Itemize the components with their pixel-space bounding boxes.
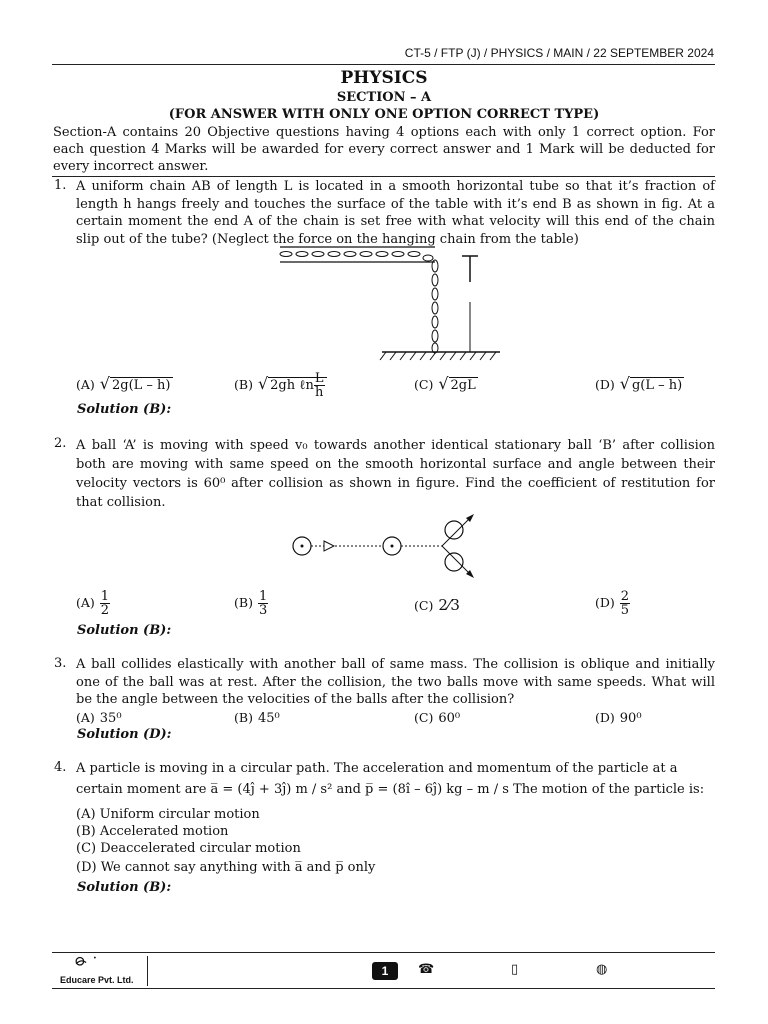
q4-option-a: (A) Uniform circular motion xyxy=(76,807,260,822)
q1-option-b: (B) √ 2gh ℓn $\frac{L}{h}$ xyxy=(234,372,327,399)
q2-solution: Solution (B): xyxy=(77,623,172,638)
question-4-number: 4. xyxy=(54,760,67,775)
question-2-text: A ball ‘A’ is moving with speed v₀ towards another identical stationary ball ‘B’ after collision both are moving with same speed on the smooth horizontal surface and angle between their velocity vectors is 60⁰ after collision as shown in figure. Find the coefficient of restitution for that collision. xyxy=(76,438,715,510)
question-rule xyxy=(52,176,715,177)
educare-logo-icon xyxy=(58,955,148,975)
logo-divider xyxy=(147,956,148,986)
page-title: PHYSICS xyxy=(340,68,428,88)
collision-diagram xyxy=(288,510,488,582)
q4-option-c: (C) Deaccelerated circular motion xyxy=(76,841,301,856)
section-intro: Section-A contains 20 Objective questions having 4 options each with only 1 correct option. For each question 4 Marks will be awarded for every correct answer and 1 Mark will be deducted for every incorrect answer. xyxy=(53,125,715,174)
q4-option-b: (B) Accelerated motion xyxy=(76,824,229,839)
q1-option-a: (A) √ 2g(L – h) xyxy=(76,374,171,393)
question-1-text: A uniform chain AB of length L is located in a smooth horizontal tube so that it’s fraction of length h hangs freely and touches the surface of the table with it’s end B as shown in fig. At a certain moment the end A of the chain is set free with what velocity will this end of the chain slip out of the tube? (Neglect the force on the hanging chain from the table) xyxy=(76,179,715,247)
q4-option-d: (D) We cannot say anything with a̅ and p̅ only xyxy=(76,860,376,875)
page-number: 1 xyxy=(372,962,398,980)
phone-icon: ☎ xyxy=(418,962,435,977)
chain-tube-diagram xyxy=(270,242,510,367)
q1-solution: Solution (B): xyxy=(77,402,172,417)
footer-rule-bottom xyxy=(52,988,715,989)
header-code: CT-5 / FTP (J) / PHYSICS / MAIN / 22 SEPTEMBER 2024 xyxy=(404,46,714,60)
header-rule xyxy=(52,64,715,65)
question-1-number: 1. xyxy=(54,178,67,193)
question-4-line-1: A particle is moving in a circular path. The acceleration and momentum of the particle at a xyxy=(76,761,678,776)
q3-option-d: (D) 90⁰ xyxy=(595,710,642,726)
footer-rule-top xyxy=(52,952,715,953)
q3-option-b: (B) 45⁰ xyxy=(234,710,280,726)
q3-option-c: (C) 60⁰ xyxy=(414,710,461,726)
question-3-number: 3. xyxy=(54,656,67,671)
q3-solution: Solution (D): xyxy=(77,727,172,742)
q3-option-a: (A) 35⁰ xyxy=(76,710,122,726)
q4-solution: Solution (B): xyxy=(77,880,172,895)
question-4-line-2: certain moment are a̅ = (4ĵ + 3ĵ) m / s² and p̅ = (8î – 6ĵ) kg – m / s The motion of the particle is: xyxy=(76,782,705,797)
q1-option-d: (D) √ g(L – h) xyxy=(595,374,683,393)
q2-option-b: (B) $\frac{1}{3}$ xyxy=(234,589,268,618)
question-3-text: A ball collides elastically with another ball of same mass. The collision is oblique and initially one of the ball was at rest. After the collision, the two balls move with same speeds. What will be the angle between the velocities of the balls after the collision? xyxy=(76,657,715,707)
q1-option-c: (C) √ 2gL xyxy=(414,374,476,393)
q2-option-d: (D) $\frac{2}{5}$ xyxy=(595,589,630,618)
q2-option-a: (A) $\frac{1}{2}$ xyxy=(76,589,110,618)
globe-icon: ◍ xyxy=(596,962,608,977)
q2-option-c: (C) 2⁄3 xyxy=(414,596,460,614)
question-2-number: 2. xyxy=(54,436,67,451)
section-type: (FOR ANSWER WITH ONLY ONE OPTION CORRECT TYPE) xyxy=(168,107,600,122)
mobile-icon: ▯ xyxy=(511,962,519,977)
logo-text: Educare Pvt. Ltd. xyxy=(60,975,134,985)
section-title: SECTION – A xyxy=(336,90,432,105)
